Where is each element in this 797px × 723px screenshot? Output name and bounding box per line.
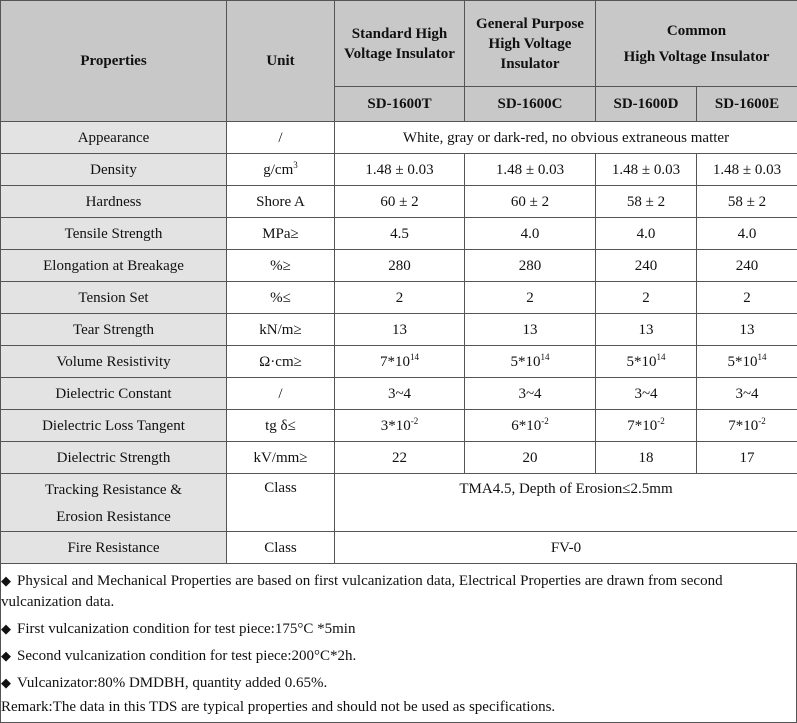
value-cell bbox=[335, 410, 465, 442]
property-label: Fire Resistance bbox=[1, 532, 227, 564]
value-cell: 1.48 ± 0.03 bbox=[697, 154, 797, 186]
value-cell bbox=[465, 410, 596, 442]
unit-superscript: 3 bbox=[293, 160, 298, 170]
value-cell: 280 bbox=[335, 250, 465, 282]
value-cell: 20 bbox=[465, 442, 596, 474]
property-label: Elongation at Breakage bbox=[1, 250, 227, 282]
table-row bbox=[1, 122, 797, 154]
diamond-bullet-icon: ◆ bbox=[1, 672, 17, 693]
value-cell-span: TMA4.5, Depth of Erosion≤2.5mm bbox=[335, 474, 797, 532]
unit-cell: tg δ≤ bbox=[227, 410, 335, 442]
value-cell: 58 ± 2 bbox=[697, 186, 797, 218]
remark-text: Remark:The data in this TDS are typical properties and should not be used as specifications. bbox=[1, 697, 796, 722]
value-cell bbox=[596, 346, 697, 378]
diamond-bullet-icon: ◆ bbox=[1, 618, 17, 639]
value-base: 7*10 bbox=[627, 418, 657, 434]
value-base: 5*10 bbox=[627, 354, 657, 370]
table-row bbox=[1, 532, 797, 564]
value-base: 5*10 bbox=[728, 354, 758, 370]
unit-cell: kV/mm≥ bbox=[227, 442, 335, 474]
property-label: Volume Resistivity bbox=[1, 346, 227, 378]
note-text: Vulcanizator:80% DMDBH, quantity added 0.65%. bbox=[17, 675, 327, 691]
header-group-common-line1: Common bbox=[598, 21, 795, 41]
value-cell: 1.48 ± 0.03 bbox=[465, 154, 596, 186]
header-group-common bbox=[596, 1, 797, 87]
property-label: Dielectric Constant bbox=[1, 378, 227, 410]
value-cell bbox=[465, 346, 596, 378]
value-cell: 240 bbox=[596, 250, 697, 282]
value-cell: 18 bbox=[596, 442, 697, 474]
unit-cell: Shore A bbox=[227, 186, 335, 218]
unit-cell: kN/m≥ bbox=[227, 314, 335, 346]
property-label-line1: Tracking Resistance & bbox=[3, 477, 224, 504]
notes-section bbox=[0, 564, 797, 723]
unit-cell: Class bbox=[227, 532, 335, 564]
value-cell: 13 bbox=[335, 314, 465, 346]
header-unit: Unit bbox=[227, 1, 335, 122]
value-cell: 13 bbox=[596, 314, 697, 346]
table-row bbox=[1, 442, 797, 474]
note-text: Second vulcanization condition for test piece:200°C*2h. bbox=[17, 648, 356, 664]
value-base: 3*10 bbox=[381, 418, 411, 434]
value-exponent: -2 bbox=[657, 416, 665, 426]
value-cell: 13 bbox=[465, 314, 596, 346]
header-group-standard: Standard High Voltage Insulator bbox=[335, 1, 465, 87]
header-group-common-line2: High Voltage Insulator bbox=[598, 47, 795, 67]
diamond-bullet-icon: ◆ bbox=[1, 645, 17, 666]
value-base: 7*10 bbox=[380, 354, 410, 370]
value-cell bbox=[697, 346, 797, 378]
value-cell: 2 bbox=[596, 282, 697, 314]
value-cell: 1.48 ± 0.03 bbox=[596, 154, 697, 186]
value-cell: 17 bbox=[697, 442, 797, 474]
property-label: Dielectric Loss Tangent bbox=[1, 410, 227, 442]
note-text: First vulcanization condition for test piece:175°C *5min bbox=[17, 621, 355, 637]
header-model: SD-1600D bbox=[596, 87, 697, 122]
value-cell: 2 bbox=[465, 282, 596, 314]
value-exponent: 14 bbox=[541, 352, 550, 362]
table-row bbox=[1, 154, 797, 186]
value-exponent: 14 bbox=[657, 352, 666, 362]
note-item bbox=[1, 643, 796, 670]
value-cell: 13 bbox=[697, 314, 797, 346]
table-row bbox=[1, 474, 797, 532]
note-item bbox=[1, 616, 796, 643]
unit-cell: Ω·cm≥ bbox=[227, 346, 335, 378]
header-row-groups bbox=[1, 1, 797, 87]
table-row bbox=[1, 282, 797, 314]
table-row bbox=[1, 250, 797, 282]
value-exponent: -2 bbox=[758, 416, 766, 426]
table-row bbox=[1, 378, 797, 410]
value-cell: 3~4 bbox=[596, 378, 697, 410]
value-cell-span: White, gray or dark-red, no obvious extraneous matter bbox=[335, 122, 797, 154]
value-base: 5*10 bbox=[511, 354, 541, 370]
value-cell: 4.5 bbox=[335, 218, 465, 250]
property-label: Dielectric Strength bbox=[1, 442, 227, 474]
table-row bbox=[1, 346, 797, 378]
value-cell-span: FV-0 bbox=[335, 532, 797, 564]
property-label bbox=[1, 474, 227, 532]
property-label: Hardness bbox=[1, 186, 227, 218]
value-cell bbox=[596, 410, 697, 442]
property-label-line2: Erosion Resistance bbox=[3, 504, 224, 531]
value-cell: 4.0 bbox=[596, 218, 697, 250]
value-base: 6*10 bbox=[511, 418, 541, 434]
value-base: 7*10 bbox=[728, 418, 758, 434]
value-exponent: -2 bbox=[411, 416, 419, 426]
value-cell bbox=[335, 346, 465, 378]
unit-cell: %≤ bbox=[227, 282, 335, 314]
property-label: Appearance bbox=[1, 122, 227, 154]
value-cell: 4.0 bbox=[465, 218, 596, 250]
header-properties: Properties bbox=[1, 1, 227, 122]
value-exponent: -2 bbox=[541, 416, 549, 426]
unit-cell bbox=[227, 154, 335, 186]
value-cell bbox=[697, 410, 797, 442]
property-label: Density bbox=[1, 154, 227, 186]
value-cell: 1.48 ± 0.03 bbox=[335, 154, 465, 186]
value-cell: 2 bbox=[335, 282, 465, 314]
unit-cell: %≥ bbox=[227, 250, 335, 282]
value-cell: 60 ± 2 bbox=[465, 186, 596, 218]
value-cell: 280 bbox=[465, 250, 596, 282]
header-group-general: General Purpose High Voltage Insulator bbox=[465, 1, 596, 87]
value-cell: 58 ± 2 bbox=[596, 186, 697, 218]
value-cell: 22 bbox=[335, 442, 465, 474]
unit-cell: MPa≥ bbox=[227, 218, 335, 250]
table-row bbox=[1, 410, 797, 442]
diamond-bullet-icon: ◆ bbox=[1, 570, 17, 591]
note-text: Physical and Mechanical Properties are based on first vulcanization data, Electrical Properties are drawn from second vulcanization data. bbox=[1, 573, 723, 610]
unit-cell: / bbox=[227, 378, 335, 410]
value-cell: 3~4 bbox=[465, 378, 596, 410]
table-row bbox=[1, 218, 797, 250]
property-label: Tensile Strength bbox=[1, 218, 227, 250]
value-cell: 60 ± 2 bbox=[335, 186, 465, 218]
value-cell: 2 bbox=[697, 282, 797, 314]
header-model: SD-1600E bbox=[697, 87, 797, 122]
value-cell: 3~4 bbox=[697, 378, 797, 410]
unit-cell: Class bbox=[227, 474, 335, 532]
value-exponent: 14 bbox=[758, 352, 767, 362]
table-row bbox=[1, 314, 797, 346]
value-cell: 3~4 bbox=[335, 378, 465, 410]
table-row bbox=[1, 186, 797, 218]
header-model: SD-1600C bbox=[465, 87, 596, 122]
note-item bbox=[1, 670, 796, 697]
unit-base: g/cm bbox=[263, 162, 293, 178]
value-cell: 240 bbox=[697, 250, 797, 282]
header-model: SD-1600T bbox=[335, 87, 465, 122]
value-cell: 4.0 bbox=[697, 218, 797, 250]
unit-cell: / bbox=[227, 122, 335, 154]
property-label: Tear Strength bbox=[1, 314, 227, 346]
property-label: Tension Set bbox=[1, 282, 227, 314]
note-item bbox=[1, 568, 796, 616]
value-exponent: 14 bbox=[410, 352, 419, 362]
